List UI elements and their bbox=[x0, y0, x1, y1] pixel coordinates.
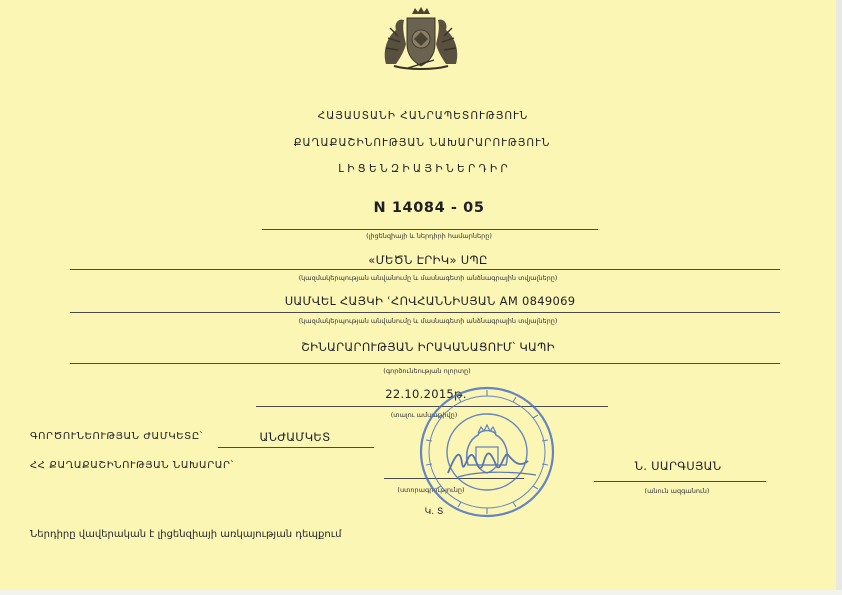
number-underline bbox=[262, 229, 598, 230]
minister-label: ՀՀ ՔԱՂԱՔԱՇԻՆՈՒԹՅԱՆ ՆԱԽԱՐԱՐ՝ bbox=[30, 460, 234, 471]
signature-caption: (ստորագրությունը) bbox=[397, 486, 465, 494]
company-name: «ՄԵԾՆ ԷՐԻԿ» ՍՊԸ bbox=[368, 253, 488, 267]
ministry-header: ՔԱՂԱՔԱՇԻՆՈՒԹՅԱՆ ՆԱԽԱՐԱՐՈՒԹՅՈՒՆ bbox=[293, 137, 551, 149]
activity-caption: (գործունեության ոլորտը) bbox=[383, 367, 471, 375]
validity-value: ԱՆԺԱՄԿԵՏ bbox=[259, 430, 331, 444]
footer-note: Ներդիրը վավերական է լիցենզիայի առկայության դեպքում bbox=[30, 529, 342, 540]
name-caption: (անուն ազգանուն) bbox=[644, 487, 710, 495]
specialist-underline bbox=[70, 312, 780, 313]
activity-field: ՇԻՆԱՐԱՐՈՒԹՅԱՆ ԻՐԱԿԱՆԱՑՈՒՄ՝ ԿԱՊԻ bbox=[301, 340, 555, 354]
seal-mark-label: Կ. Տ bbox=[424, 507, 444, 517]
validity-label: ԳՈՐԾՈՒՆԵՈՒԹՅԱՆ ԺԱՄԿԵՏԸ՝ bbox=[30, 431, 203, 442]
name-underline bbox=[594, 481, 766, 482]
official-stamp-seal bbox=[418, 385, 556, 519]
country-header: ՀԱՅԱՍՏԱՆԻ ՀԱՆՐԱՊԵՏՈՒԹՅՈՒՆ bbox=[317, 110, 529, 122]
scan-edge-bottom bbox=[0, 590, 842, 595]
number-caption: (լիցենզիայի և ներդիրի համարները) bbox=[366, 232, 492, 240]
company-caption: (կազմակերպության անվանումը և մասնագետի անձնագրային տվյալները) bbox=[298, 274, 558, 282]
license-number: N 14084 - 05 bbox=[373, 200, 485, 216]
date-caption: (տալու ամսաթիվը) bbox=[390, 411, 458, 419]
specialist-caption: (կազմակերպության անվանումը և մասնագետի անձնագրային տվյալները) bbox=[298, 317, 558, 325]
document-title: Լ Ի Ց Ե Ն Զ Ի Ա Յ Ի Ն Ե Ր Դ Ի Ր bbox=[338, 163, 508, 175]
minister-name: Ն. ՍԱՐԳՍՅԱՆ bbox=[634, 459, 722, 473]
issue-date: 22.10.2015թ. bbox=[385, 387, 467, 401]
coat-of-arms-emblem bbox=[378, 6, 464, 72]
validity-underline bbox=[218, 447, 374, 448]
company-underline bbox=[70, 269, 780, 270]
specialist-details: ՍԱՄՎԵԼ ՀԱՅԿԻ ՙՀՈՎՀԱՆՆԻՍՅԱՆ AM 0849069 bbox=[284, 294, 576, 308]
scan-edge-right bbox=[836, 0, 842, 595]
activity-underline bbox=[70, 363, 780, 364]
